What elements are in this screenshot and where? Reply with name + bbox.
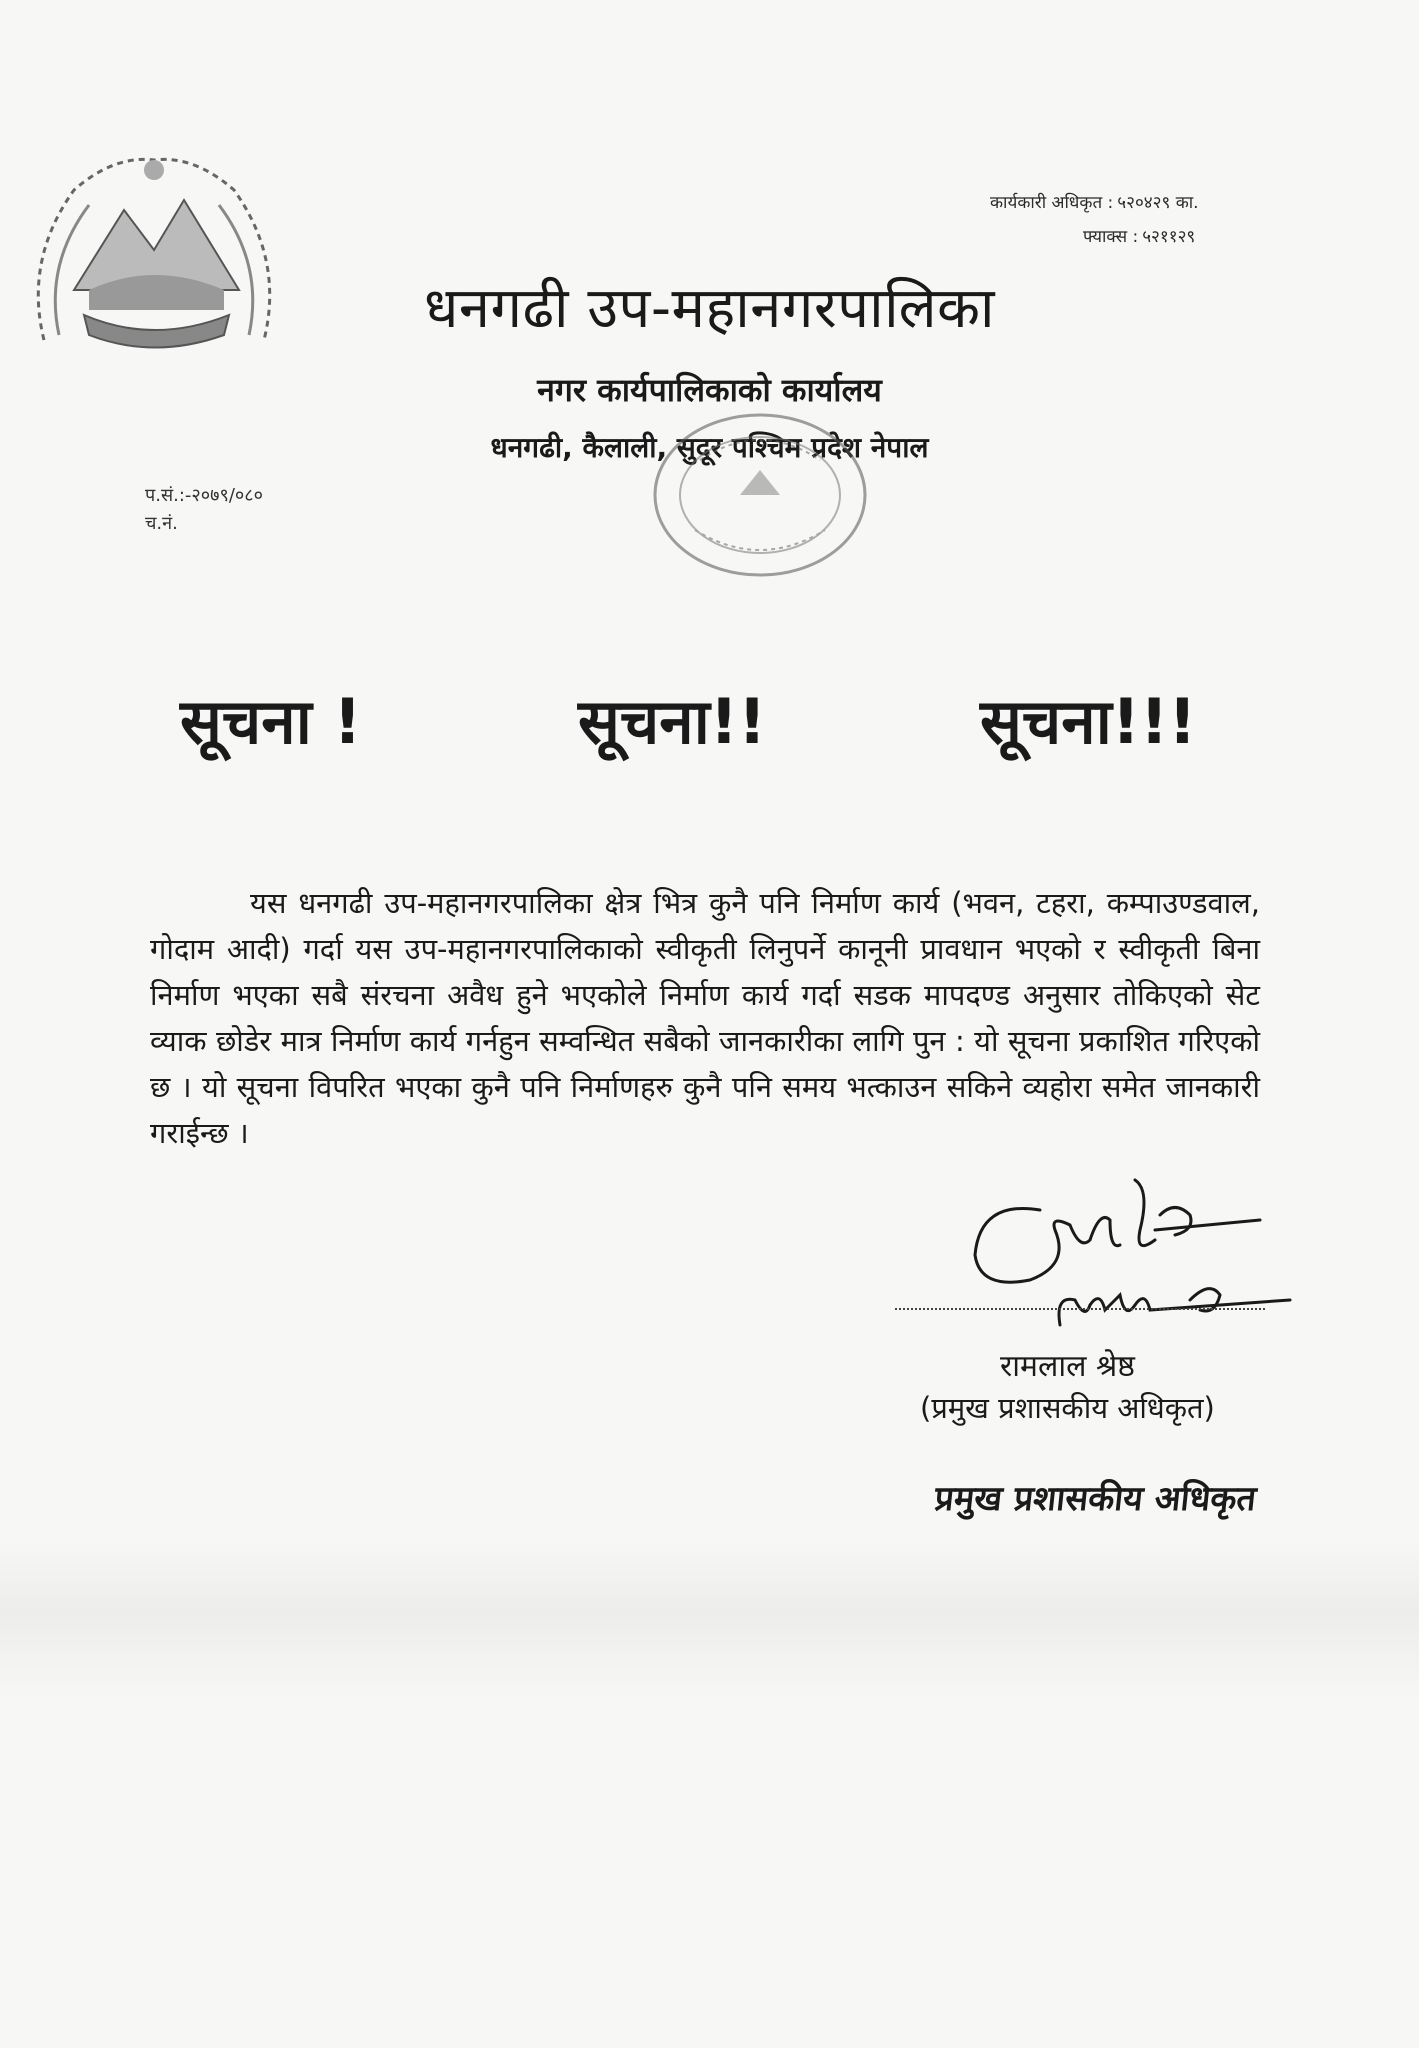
- office-address: धनगढी, कैलाली, सुदूर पश्चिम प्रदेश नेपाल: [490, 431, 929, 464]
- signer-name: रामलाल श्रेष्ठ: [1000, 1349, 1135, 1384]
- contact-exec-label: कार्यकारी अधिकृत :: [990, 193, 1114, 213]
- signature-line: [895, 1308, 1265, 1310]
- scan-smudge: [0, 1540, 1419, 1700]
- notice-heading-2: सूचना!!: [578, 685, 767, 758]
- notice-heading-3: सूचना!!!: [980, 685, 1197, 758]
- org-title: धनगढी उप-महानगरपालिका: [423, 276, 996, 341]
- letter-number: प.सं.:-२०७९/०८०: [145, 485, 263, 506]
- contact-exec-value: ५२०४२९ का.: [1117, 193, 1199, 213]
- notice-heading-1: सूचना !: [180, 685, 362, 758]
- contact-fax-value: ५२११२९: [1142, 227, 1196, 247]
- role-stamp: प्रमुख प्रशासकीय अधिकृत: [932, 1479, 1259, 1519]
- dispatch-number: च.नं.: [145, 513, 178, 534]
- notice-body: यस धनगढी उप-महानगरपालिका क्षेत्र भित्र कुनै पनि निर्माण कार्य (भवन, टहरा, कम्पाउण्डवाल, गोदाम आदी) गर्दा यस उप-महानगरपालिकाको स्वीकृती लिनुपर्ने कानूनी प्रावधान भएको र स्वीकृती बिना निर्माण भएका सबै संरचना अवैध हुने भएकोले निर्माण कार्य गर्दा सडक मापदण्ड अनुसार तोकिएको सेट व्याक छोडेर मात्र निर्माण कार्य गर्नहुन सम्वन्धित सबैको जानकारीका लागि पुन : यो सूचना प्रकाशित गरिएको छ । यो सूचना विपरित भएका कुनै पनि निर्माणहरु कुनै पनि समय भत्काउन सकिने व्यहोरा समेत जानकारी गराईन्छ ।: [150, 886, 1260, 1150]
- signature-icon: [960, 1170, 1300, 1340]
- contact-fax-label: फ्याक्स :: [1083, 227, 1139, 247]
- reference-numbers: [145, 482, 263, 538]
- signer-title: (प्रमुख प्रशासकीय अधिकृत): [920, 1391, 1215, 1425]
- office-stamp-icon: [640, 400, 880, 590]
- office-name: नगर कार्यपालिकाको कार्यालय: [537, 371, 882, 409]
- contact-exec-officer: [990, 190, 1390, 213]
- contact-fax: [1083, 224, 1419, 247]
